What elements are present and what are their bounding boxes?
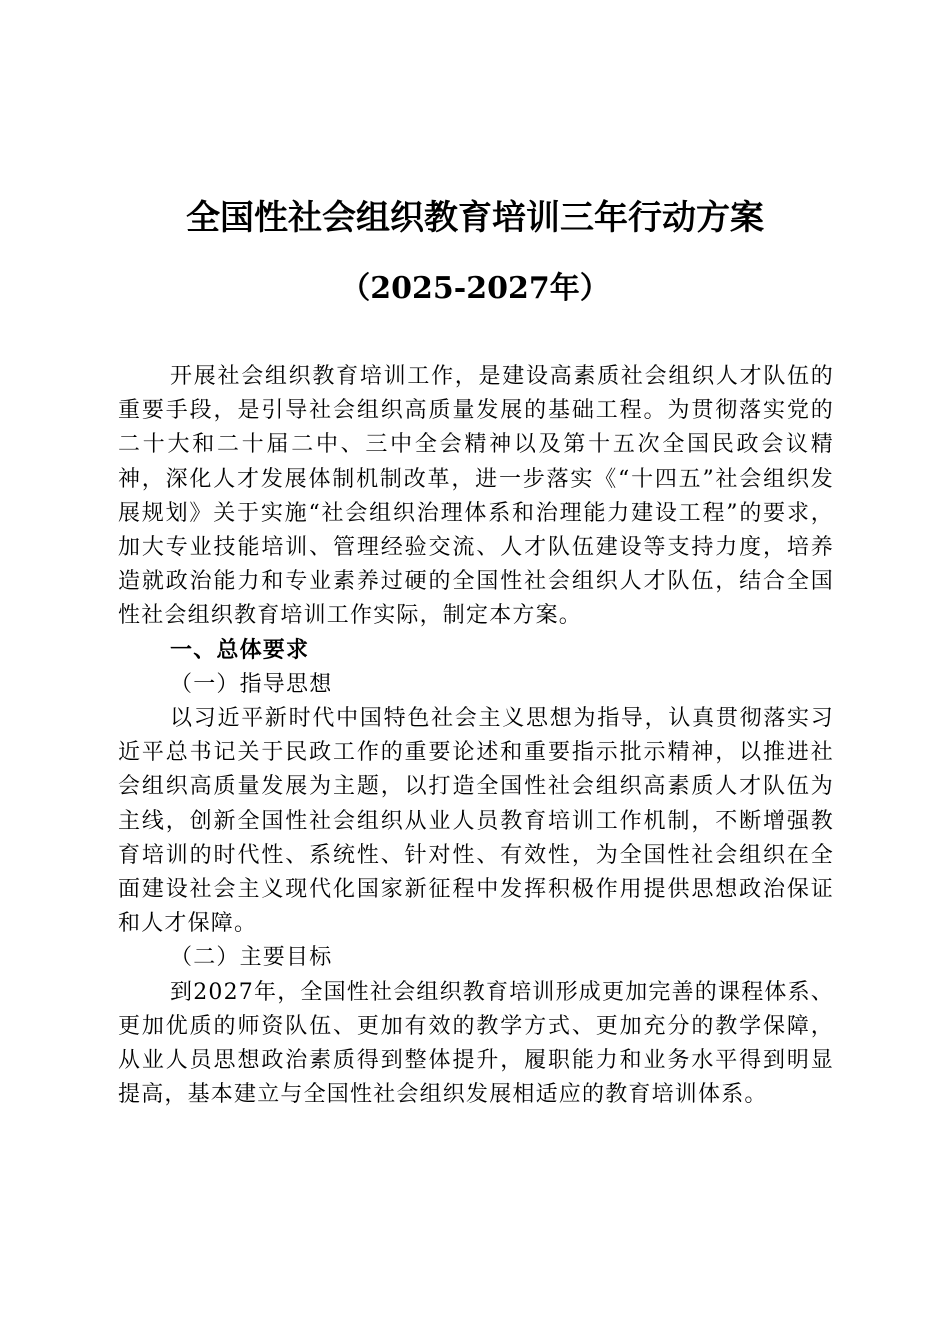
subsection-heading-main-goals: （二）主要目标 <box>170 945 333 971</box>
intro-paragraph: 开展社会组织教育培训工作，是建设高素质社会组织人才队伍的重要手段，是引导社会组织高质量发展的基础工程。为贯彻落实党的二十大和二十届二中、三中全会精神以及第十五次全国民政会议精神，深化人才发展体制机制改革，进一步落实《“十四五”社会组织发展规划》关于实施“社会组织治理体系和治理能力建设工程”的要求，加大专业技能培训、管理经验交流、人才队伍建设等支持力度，培养造就政治能力和专业素养过硬的全国性社会组织人才队伍，结合全国性社会组织教育培训工作实际，制定本方案。 <box>118 364 834 629</box>
subsection-heading-guiding-ideology: （一）指导思想 <box>170 671 333 697</box>
document-subtitle: （2025-2027年） <box>340 271 610 306</box>
guiding-ideology-paragraph: 以习近平新时代中国特色社会主义思想为指导，认真贯彻落实习近平总书记关于民政工作的重要论述和重要指示批示精神，以推进社会组织高质量发展为主题，以打造全国性社会组织高素质人才队伍为主线，创新全国性社会组织从业人员教育培训工作机制，不断增强教育培训的时代性、系统性、针对性、有效性，为全国性社会组织在全面建设社会主义现代化国家新征程中发挥积极作用提供思想政治保证和人才保障。 <box>118 706 834 937</box>
document-title: 全国性社会组织教育培训三年行动方案 <box>186 198 764 238</box>
document-body <box>118 360 834 1112</box>
section-heading-general-requirements: 一、总体要求 <box>170 637 310 663</box>
main-goals-paragraph: 到2027年，全国性社会组织教育培训形成更加完善的课程体系、更加优质的师资队伍、更加有效的教学方式、更加充分的教学保障，从业人员思想政治素质得到整体提升，履职能力和业务水平得到明显提高，基本建立与全国性社会组织发展相适应的教育培训体系。 <box>118 979 834 1108</box>
